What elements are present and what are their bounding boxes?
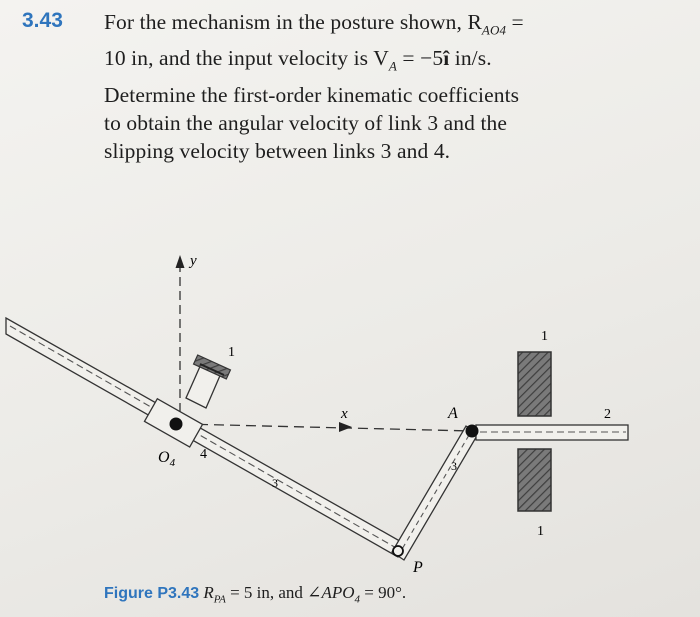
- x-axis-label: x: [341, 406, 348, 422]
- x-axis-arrow: [339, 422, 352, 432]
- r-subscript: AO: [481, 22, 500, 38]
- velocity-unit: in/s.: [449, 46, 492, 71]
- caption-apo-subscript: 4: [354, 593, 360, 606]
- problem-line-4: to obtain the angular velocity of link 3 and the: [104, 110, 508, 135]
- o4-label: [158, 449, 176, 469]
- v-subscript: A: [388, 58, 397, 74]
- caption-r-symbol: [203, 583, 226, 606]
- caption-r-subscript: PA: [213, 593, 226, 606]
- line-1-equals: =: [506, 10, 524, 34]
- point-p-label: P: [413, 559, 423, 576]
- figure-caption: [104, 583, 406, 605]
- problem-line-3: Determine the first-order kinematic coefficients: [104, 82, 520, 107]
- figure-label: Figure P3.43: [104, 585, 200, 602]
- y-axis-label: y: [190, 253, 197, 269]
- caption-text-1: = 5 in, and ∠: [225, 583, 322, 602]
- ground-label-bracket: 1: [228, 345, 235, 360]
- problem-line-5: slipping velocity between links 3 and 4.: [104, 138, 451, 163]
- unit-vector-i: î: [443, 46, 450, 71]
- caption-angle-symbol: [321, 583, 360, 606]
- o4-subscript: 4: [169, 457, 176, 469]
- link-3-label-lower: 3: [272, 476, 278, 490]
- line-1-text: For the mechanism in the posture shown, R: [104, 10, 482, 34]
- velocity-value: = −5: [396, 46, 444, 71]
- x-axis: [182, 424, 472, 431]
- ground-label-bottom: 1: [537, 524, 544, 539]
- o4-letter: O: [158, 449, 170, 466]
- caption-r: R: [203, 583, 214, 602]
- link-4-bar: [6, 318, 405, 557]
- line-2-text: 10 in, and the input velocity is V: [104, 46, 389, 71]
- ground-label-top: 1: [541, 329, 548, 344]
- caption-text-2: = 90°.: [359, 583, 407, 602]
- link-3-label-upper: 3: [451, 459, 457, 473]
- o4-pivot: [170, 418, 183, 431]
- o4-ground-bracket: [186, 355, 230, 408]
- link-2-slider: [476, 425, 628, 440]
- y-axis-arrow: [176, 255, 185, 268]
- problem-number: 3.43: [22, 9, 63, 32]
- point-a-label: A: [448, 405, 458, 422]
- ground-guide-top: [518, 352, 551, 416]
- p-pivot: [393, 546, 403, 556]
- caption-apo: APO: [321, 583, 355, 602]
- ground-guide-bottom: [518, 449, 551, 511]
- a-pivot: [466, 425, 479, 438]
- r-subscript-2: 4: [499, 22, 507, 38]
- link-4-label: 4: [200, 447, 207, 462]
- link-3-bar: [392, 426, 478, 560]
- link-2-label: 2: [604, 407, 611, 422]
